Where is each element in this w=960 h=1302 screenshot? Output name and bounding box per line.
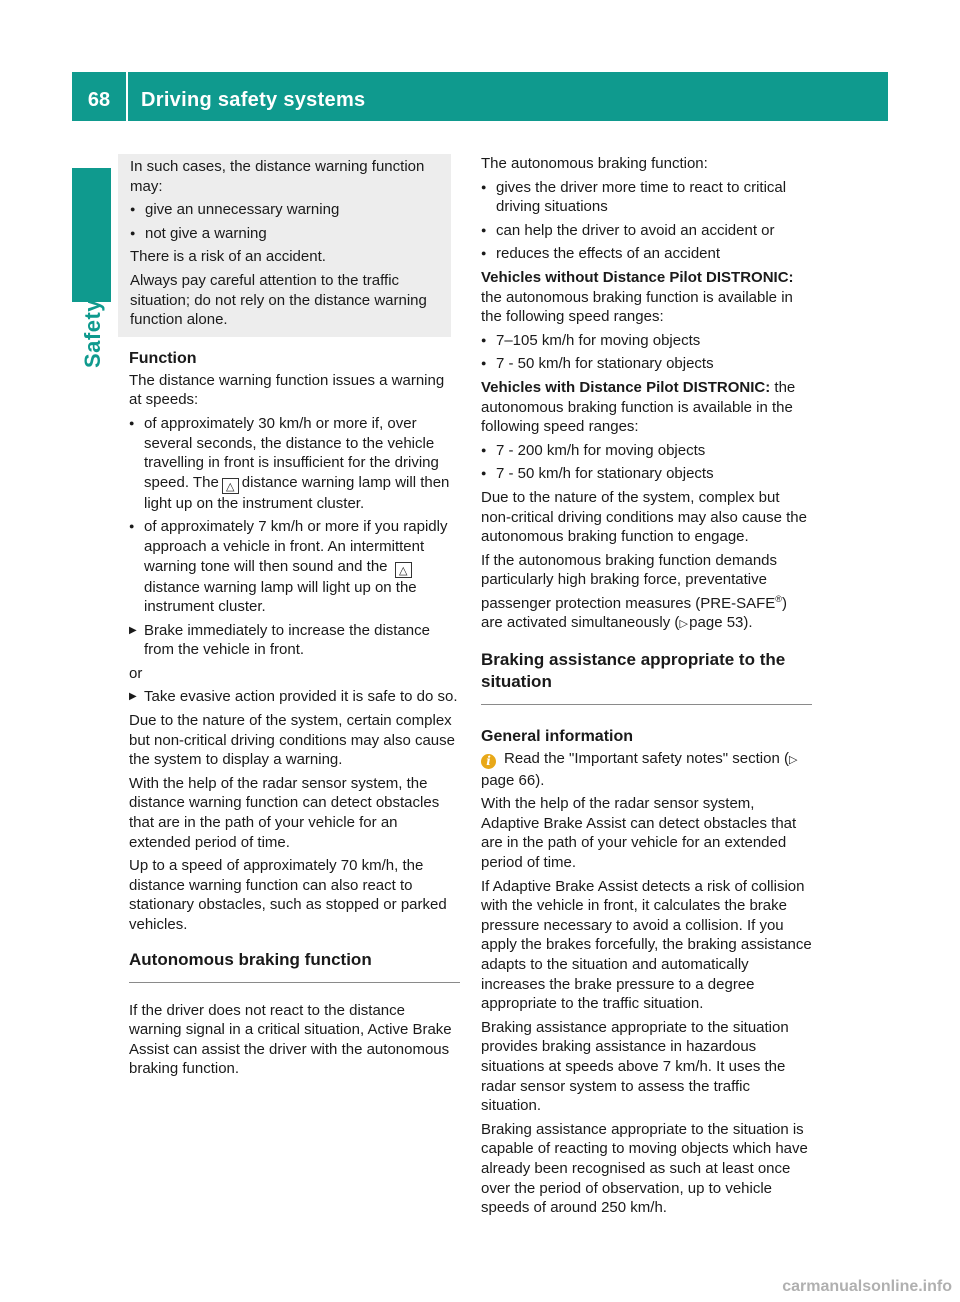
speed-range: ● 7 - 200 km/h for moving objects [481,441,812,461]
page-reference-link[interactable]: page 53 [689,614,744,632]
side-tab-block [72,168,111,302]
pre-safe-paragraph [481,551,812,635]
autonomous-heading: Autonomous braking function [129,949,460,983]
function-bullet-text: of approximately 7 km/h or more if you rapidly approach a vehicle in front. An intermittent warning tone will then sound and the [144,518,448,575]
autonomous-bullet: ● can help the driver to avoid an accident or [481,221,812,241]
function-paragraph: Due to the nature of the system, certain complex but non-critical driving conditions may also cause the system to display a warning. [129,712,455,769]
speed-range: ● 7 - 50 km/h for stationary objects [481,354,812,374]
function-heading: Function [129,349,197,367]
distance-warning-lamp-icon: △ [222,478,239,494]
with-distronic [481,378,812,437]
function-paragraph: With the help of the radar sensor system, the distance warning function can detect obstacles that are in the path of your vehicle for an extended period of time. [129,774,440,851]
function-bullet [129,414,460,513]
function-paragraph: Up to a speed of approximately 70 km/h, the distance warning function can also react to stationary obstacles, such as stopped or parked vehicles. [129,857,447,933]
warning-box [118,154,451,337]
with-distronic-text: the autonomous braking function is available in the following speed ranges: [481,378,796,436]
braking-assist-heading: Braking assistance appropriate to the situation [481,649,812,705]
warning-bullet: ● give an unnecessary warning [130,200,441,220]
function-bullet [129,517,460,616]
registered-mark: ® [775,593,782,604]
general-info-heading: General information [481,728,634,746]
page-ref-arrow-icon: ▷ [788,754,798,767]
side-tab-label: Safety [80,298,105,368]
page-reference-link[interactable]: page 66 [481,771,536,789]
braking-paragraph: If Adaptive Brake Assist detects a risk of collision with the vehicle in front, it calculates the brake pressure necessary to avoid a collision. If you apply the brakes forcefully, the braking assistance adapts to the situation and automatically increases the brake pressure to a degree appropriate to the traffic situation. [481,877,812,1013]
function-intro: The distance warning function issues a warning at speeds: [129,371,445,409]
left-column [129,154,460,1083]
without-distronic-label: Vehicles without Distance Pilot DISTRONIC: [481,268,794,286]
autonomous-intro: The autonomous braking function: [481,155,708,172]
autonomous-paragraph: If the driver does not react to the distance warning signal in a critical situation, Active Brake Assist can assist the driver with the autonomous braking function. [129,1001,452,1078]
info-note [481,749,812,790]
action-step: ▶ Brake immediately to increase the distance from the vehicle in front. [129,621,460,660]
autonomous-paragraph: Due to the nature of the system, complex but non-critical driving conditions may also cause the autonomous braking function to engage. [481,488,807,546]
autonomous-bullet: ● gives the driver more time to react to critical driving situations [481,178,812,217]
speed-range: ● 7–105 km/h for moving objects [481,331,812,351]
info-text: Read the "Important safety notes" section ( [504,750,789,768]
pre-safe-text: If the autonomous braking function demands particularly high braking force, preventative passenger protection measures (PRE-SAFE [481,551,778,612]
function-bullet-text: distance warning lamp will light up on the instrument cluster. [144,578,417,616]
distance-warning-lamp-icon: △ [395,562,412,578]
with-distronic-label: Vehicles with Distance Pilot DISTRONIC: [481,378,771,396]
pre-safe-text: ). [743,614,753,632]
braking-paragraph: Braking assistance appropriate to the situation is capable of reacting to moving objects which have already been recognised as such at least once over the period of observation, up to vehicle speeds of around 250 km/h. [481,1120,808,1217]
warning-bullet: ● not give a warning [130,224,441,244]
page-number: 68 [87,89,111,111]
function-bullet-text: distance warning lamp will then light up on the instrument cluster. [144,473,450,512]
speed-range: ● 7 - 50 km/h for stationary objects [481,464,812,484]
warning-risk: There is a risk of an accident. [130,248,326,266]
braking-paragraph: Braking assistance appropriate to the situation provides braking assistance in hazardous situations at speeds above 7 km/h. It uses the radar sensor system to assess the traffic situation. [481,1018,789,1115]
warning-advice: Always pay careful attention to the traffic situation; do not rely on the distance warning function alone. [130,271,427,329]
info-icon: i [481,754,496,769]
braking-paragraph: With the help of the radar sensor system, Adaptive Brake Assist can detect obstacles that are in the path of your vehicle for an extended period of time. [481,795,797,872]
watermark: carmanualsonline.info [782,1278,952,1295]
action-step: ▶ Take evasive action provided it is safe to do so. [129,687,460,707]
pre-safe-text: ) are activated simultaneously ( [481,594,787,632]
function-bullet-text: of approximately 30 km/h or more if, over several seconds, the distance to the vehicle travelling in front is insufficient for the driving speed. The [144,414,439,491]
warning-intro: In such cases, the distance warning function may: [130,158,425,195]
or-text: or [129,664,143,682]
info-text: ). [535,771,545,789]
page-ref-arrow-icon: ▷ [679,618,688,631]
section-title: Driving safety systems [141,89,366,111]
without-distronic-text: the autonomous braking function is available in the following speed ranges: [481,288,793,326]
autonomous-bullet: ● reduces the effects of an accident [481,244,812,264]
without-distronic [481,268,812,327]
header-divider [126,72,128,121]
right-column [481,154,812,1222]
